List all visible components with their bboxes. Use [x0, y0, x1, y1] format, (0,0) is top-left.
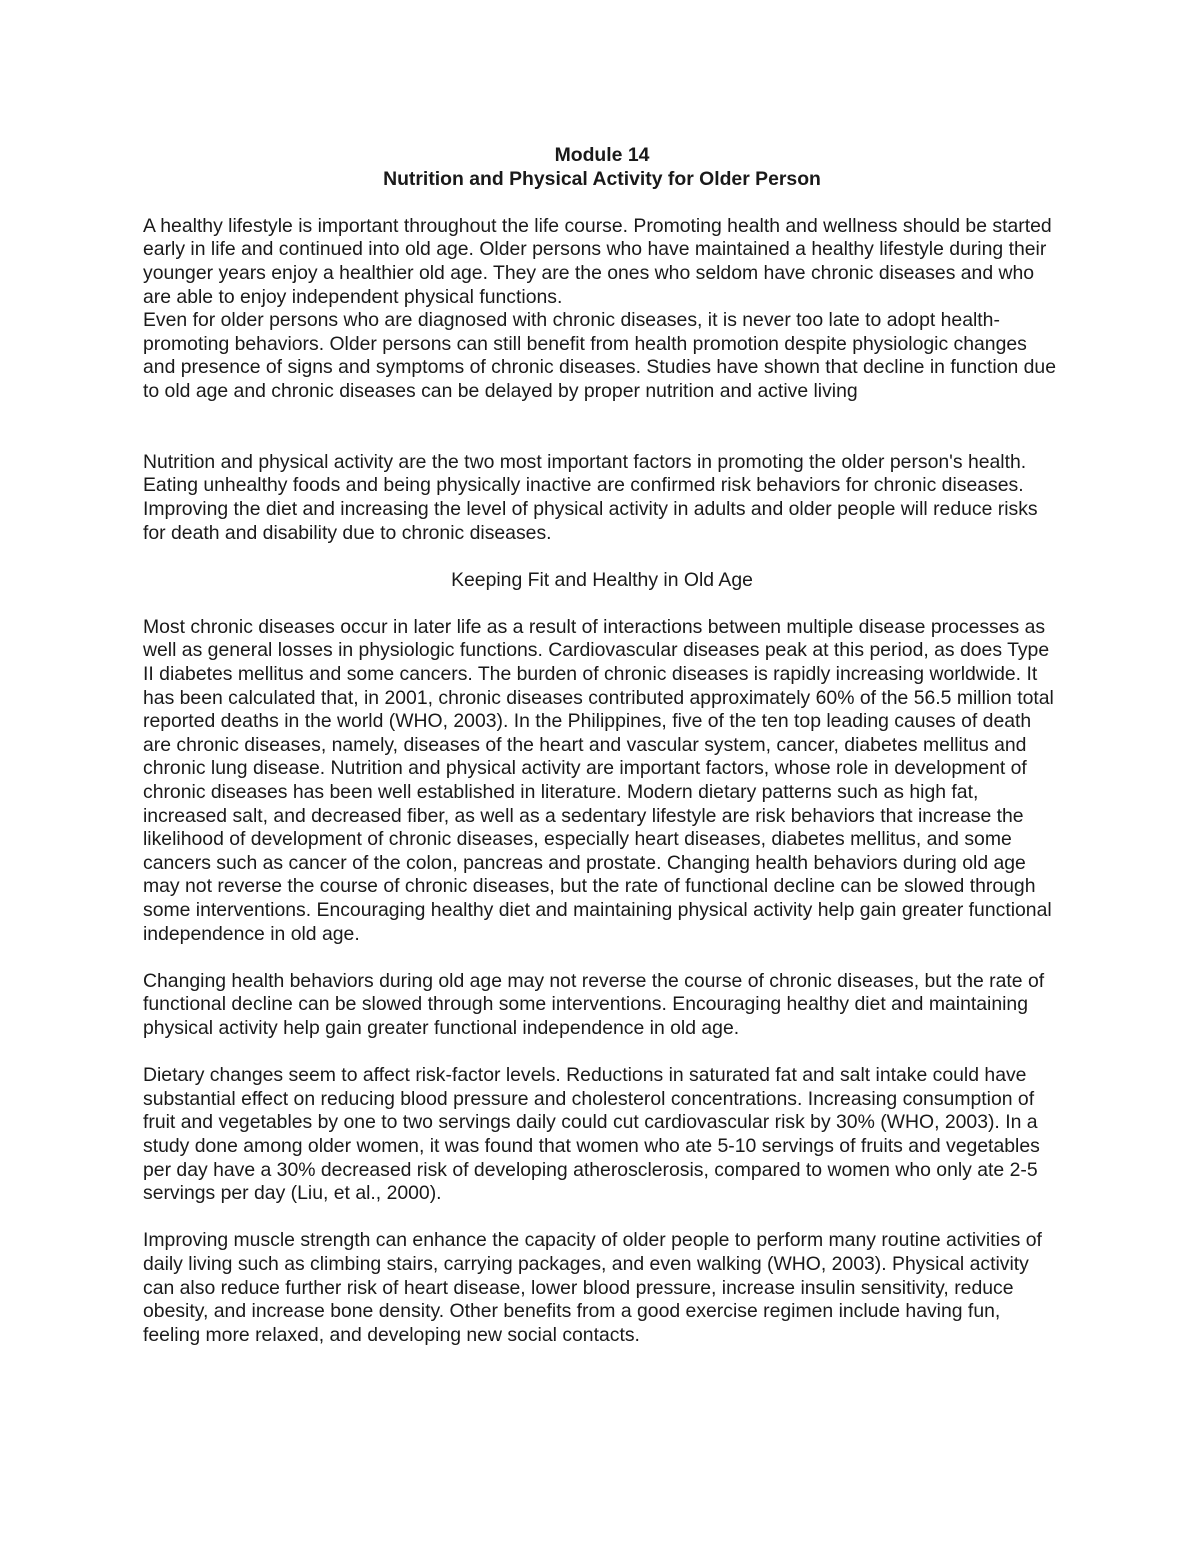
intro-paragraph-2: Even for older persons who are diagnosed with chronic diseases, it is never too late to adopt health-promoting behaviors. Older persons can still benefit from health promotion despite physiologic changes and presence of signs and symptoms of chronic diseases. Studies have shown that decline in function due to old age and chronic diseases can be delayed by proper nutrition and active living [143, 309, 1056, 402]
paragraph-spacer [143, 946, 1061, 970]
paragraph-spacer [143, 404, 1061, 428]
paragraph-dietary-changes: Dietary changes seem to affect risk-factor levels. Reductions in saturated fat and salt intake could have substantial effect on reducing blood pressure and cholesterol concentrations. Increasing consumption of fruit and vegetables by one to two servings daily could cut cardiovascular risk by 30% (WHO, 2003). In a study done among older women, it was found that women who ate 5-10 servings of fruits and vegetables per day have a 30% decreased risk of developing atherosclerosis, compared to women who only ate 2-5 servings per day (Liu, et al., 2000). [143, 1064, 1040, 1205]
paragraph-chronic-diseases: Most chronic diseases occur in later life as a result of interactions between multiple disease processes as well as general losses in physiologic functions. Cardiovascular diseases peak at this period, as does Type II diabetes mellitus and some cancers. The burden of chronic diseases is rapidly increasing worldwide. It has been calculated that, in 2001, chronic diseases contributed approximately 60% of the 56.5 million total reported deaths in the world (WHO, 2003). In the Philippines, five of the ten top leading causes of death are chronic diseases, namely, diseases of the heart and vascular system, cancer, diabetes mellitus and chronic lung disease. Nutrition and physical activity are important factors, whose role in development of chronic diseases has been well established in literature. Modern dietary patterns such as high fat, increased salt, and decreased fiber, as well as a sedentary lifestyle are risk behaviors that increase the likelihood of development of chronic diseases, especially heart diseases, diabetes mellitus, and some cancers such as cancer of the colon, pancreas and prostate. Changing health behaviors during old age may not reverse the course of chronic diseases, but the rate of functional decline can be slowed through some interventions. Encouraging healthy diet and maintaining physical activity help gain greater functional independence in old age. [143, 615, 1054, 945]
paragraph-spacer [143, 592, 1061, 616]
document-body [143, 144, 1061, 1347]
paragraph-spacer [143, 1206, 1061, 1230]
section-heading: Keeping Fit and Healthy in Old Age [451, 568, 753, 591]
paragraph-spacer [143, 427, 1061, 451]
module-title: Nutrition and Physical Activity for Older Person [383, 167, 821, 190]
paragraph-health-behaviors: Changing health behaviors during old age may not reverse the course of chronic diseases, but the rate of functional decline can be slowed through some interventions. Encouraging healthy diet and maintaining physical activity help gain greater functional independence in old age. [143, 969, 1045, 1039]
paragraph-muscle-strength: Improving muscle strength can enhance the capacity of older people to perform many routine activities of daily living such as climbing stairs, carrying packages, and even walking (WHO, 2003). Physical activity can also reduce further risk of heart disease, lower blood pressure, increase insulin sensitivity, reduce obesity, and increase bone density. Other benefits from a good exercise regimen include having fun, feeling more relaxed, and developing new social contacts. [143, 1229, 1042, 1346]
paragraph-spacer [143, 1041, 1061, 1065]
paragraph-spacer [143, 545, 1061, 569]
module-number: Module 14 [554, 144, 650, 166]
intro-paragraph-1: A healthy lifestyle is important throughout the life course. Promoting health and wellness should be started early in life and continued into old age. Older persons who have maintained a healthy lifestyle during their younger years enjoy a healthier old age. They are the ones who seldom have chronic diseases and who are able to enjoy independent physical functions. [143, 214, 1052, 308]
paragraph-nutrition-activity: Nutrition and physical activity are the two most important factors in promoting the older person's health. Eating unhealthy foods and being physically inactive are confirmed risk behaviors for chronic diseases. Improving the diet and increasing the level of physical activity in adults and older people will reduce risks for death and disability due to chronic diseases. [143, 450, 1038, 544]
